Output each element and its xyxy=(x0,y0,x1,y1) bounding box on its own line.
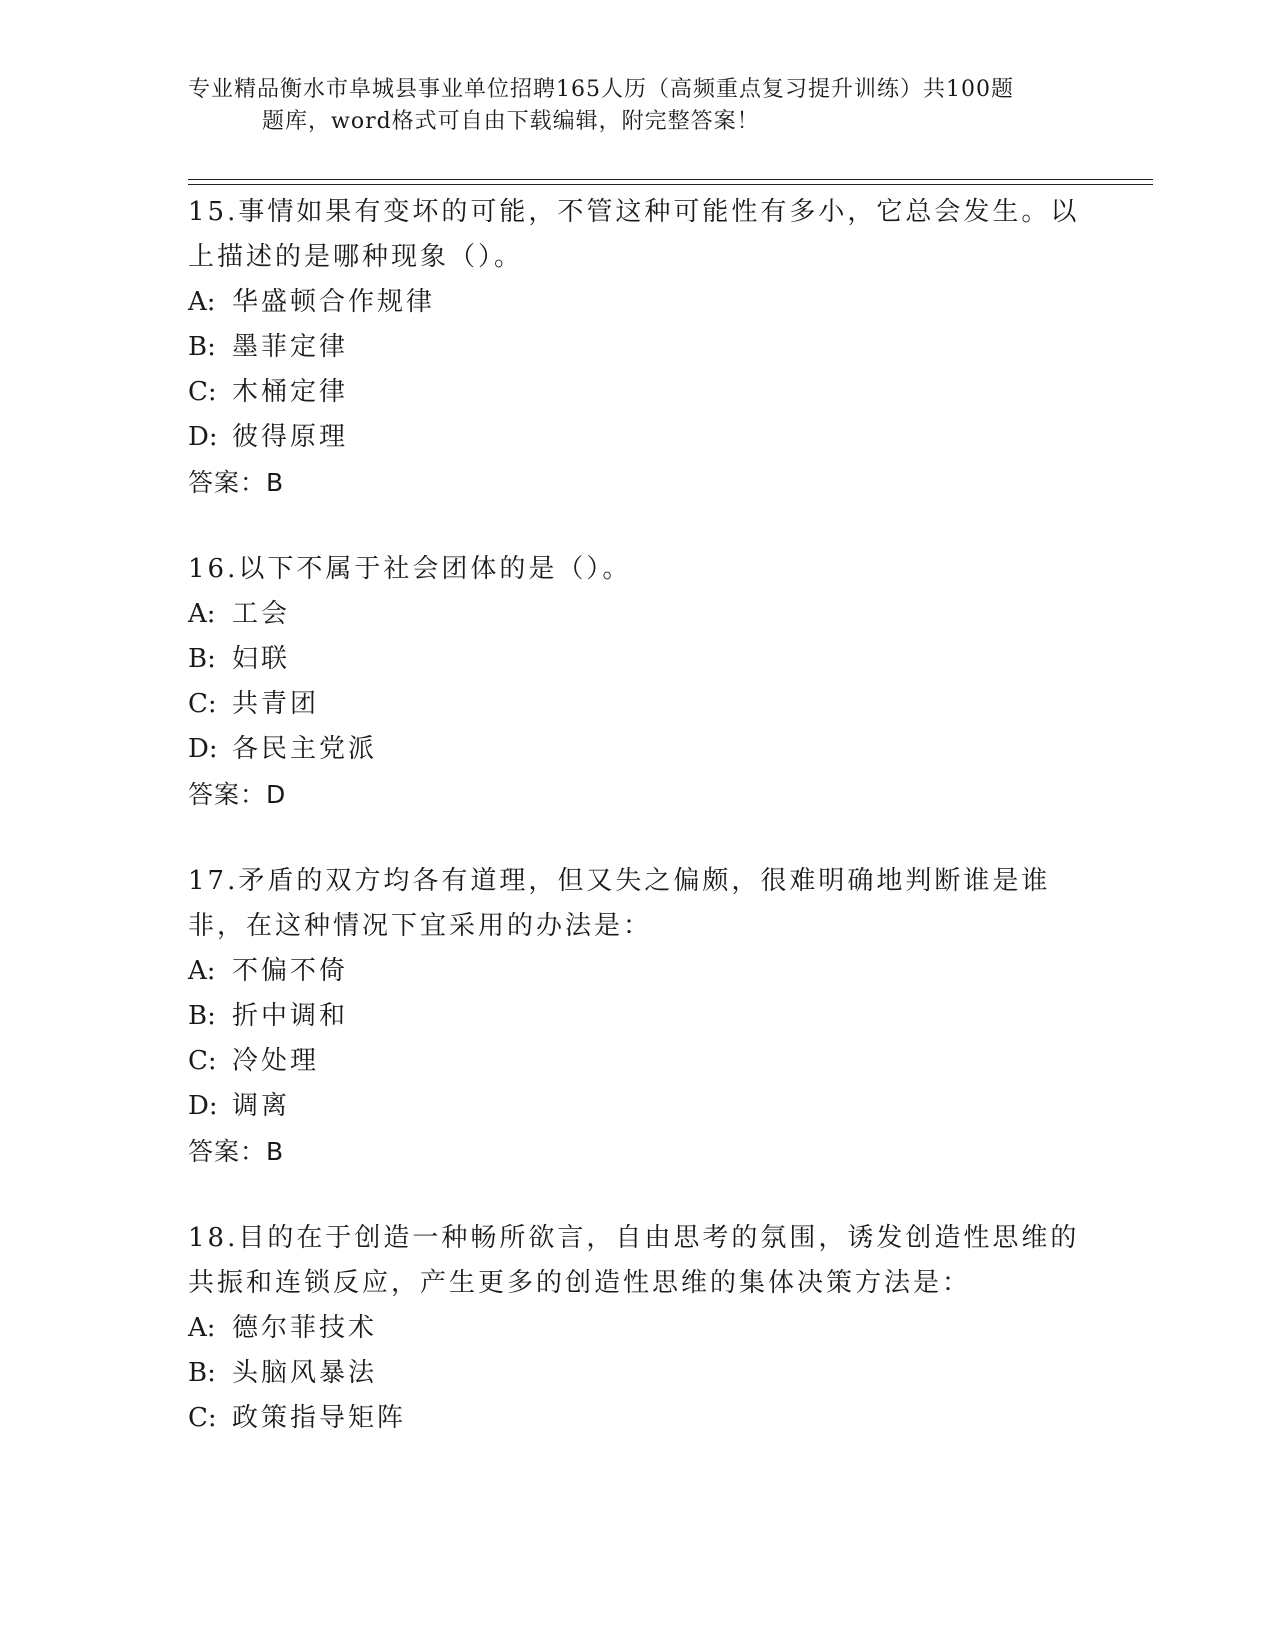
question-stem: 16.以下不属于社会团体的是（）。 xyxy=(188,554,632,584)
question-stem: 15.事情如果有变坏的可能，不管这种可能性有多小，它总会发生。以上描述的是哪种现象（）。 xyxy=(188,197,1080,272)
option-key: B: xyxy=(188,1001,216,1031)
question-18 xyxy=(188,1216,1088,1441)
option-text: 政策指导矩阵 xyxy=(232,1403,407,1433)
option-d xyxy=(188,727,1088,772)
option-c xyxy=(188,682,1088,727)
option-text: 共青团 xyxy=(232,689,320,719)
option-key: D: xyxy=(188,422,218,452)
option-text: 妇联 xyxy=(232,644,291,674)
option-c xyxy=(188,1039,1088,1084)
option-a xyxy=(188,592,1088,637)
option-key: C: xyxy=(188,1046,217,1076)
option-key: A: xyxy=(188,599,216,629)
option-text: 头脑风暴法 xyxy=(232,1358,378,1388)
option-text: 调离 xyxy=(232,1091,291,1121)
option-key: D: xyxy=(188,734,218,764)
option-key: A: xyxy=(188,956,216,986)
answer-line: 答案：D xyxy=(188,780,287,809)
option-text: 彼得原理 xyxy=(232,422,349,452)
option-b xyxy=(188,1351,1088,1396)
option-c xyxy=(188,370,1088,415)
option-key: C: xyxy=(188,689,217,719)
header-title-line2: 题库，word格式可自由下载编辑，附完整答案！ xyxy=(262,109,760,134)
question-stem: 17.矛盾的双方均各有道理，但又失之偏颇，很难明确地判断谁是谁非，在这种情况下宜采用的办法是： xyxy=(188,866,1051,941)
option-d xyxy=(188,415,1088,460)
option-key: D: xyxy=(188,1091,218,1121)
header-divider-top xyxy=(188,179,1153,180)
option-text: 华盛顿合作规律 xyxy=(232,287,436,317)
question-stem: 18.目的在于创造一种畅所欲言，自由思考的氛围，诱发创造性思维的共振和连锁反应，产生更多的创造性思维的集体决策方法是： xyxy=(188,1223,1080,1298)
option-text: 木桶定律 xyxy=(232,377,349,407)
option-key: B: xyxy=(188,1358,216,1388)
option-key: B: xyxy=(188,644,216,674)
option-text: 工会 xyxy=(232,599,291,629)
question-16 xyxy=(188,547,1088,817)
option-d xyxy=(188,1084,1088,1129)
option-text: 冷处理 xyxy=(232,1046,320,1076)
option-key: A: xyxy=(188,287,216,317)
option-b xyxy=(188,637,1088,682)
header-divider-bottom xyxy=(188,184,1153,185)
option-a xyxy=(188,949,1088,994)
answer-line: 答案：B xyxy=(188,468,285,497)
document-header xyxy=(188,74,1088,138)
option-text: 德尔菲技术 xyxy=(232,1313,378,1343)
option-key: A: xyxy=(188,1313,216,1343)
option-text: 不偏不倚 xyxy=(232,956,349,986)
option-a xyxy=(188,1306,1088,1351)
question-15 xyxy=(188,190,1088,505)
question-list xyxy=(188,190,1088,1483)
option-key: C: xyxy=(188,377,217,407)
option-text: 折中调和 xyxy=(232,1001,349,1031)
option-c xyxy=(188,1396,1088,1441)
question-17 xyxy=(188,859,1088,1174)
option-key: B: xyxy=(188,332,216,362)
option-a xyxy=(188,280,1088,325)
option-text: 各民主党派 xyxy=(232,734,378,764)
answer-line: 答案：B xyxy=(188,1137,285,1166)
option-key: C: xyxy=(188,1403,217,1433)
option-b xyxy=(188,994,1088,1039)
header-title-line1: 专业精品衡水市阜城县事业单位招聘165人历（高频重点复习提升训练）共100题 xyxy=(188,77,1014,102)
option-b xyxy=(188,325,1088,370)
option-text: 墨菲定律 xyxy=(232,332,349,362)
